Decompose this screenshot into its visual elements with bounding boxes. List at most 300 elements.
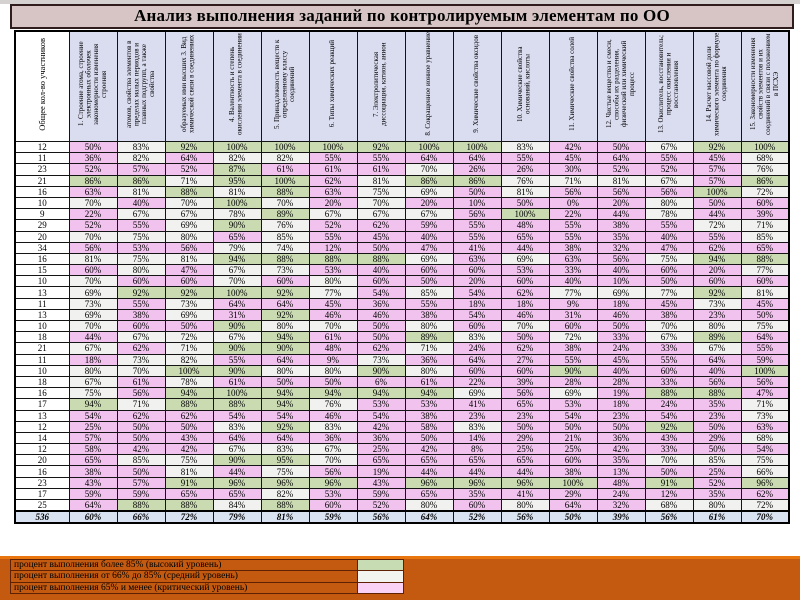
value-cell: 44% — [597, 209, 645, 220]
table-row — [15, 421, 789, 432]
value-cell: 66% — [741, 466, 789, 477]
column-header-label: 9. Химические свойства оксидов — [472, 35, 481, 133]
value-cell: 91% — [165, 477, 213, 488]
value-cell: 43% — [165, 432, 213, 443]
value-cell: 50% — [165, 421, 213, 432]
column-header-2 — [117, 31, 165, 142]
value-cell: 50% — [117, 421, 165, 432]
value-cell: 22% — [453, 376, 501, 387]
value-cell: 64% — [261, 354, 309, 365]
value-cell: 62% — [741, 488, 789, 499]
column-header-label: 8. Сокращенное ионное уравнение — [424, 32, 433, 136]
table-row — [15, 153, 789, 164]
value-cell: 88% — [693, 388, 741, 399]
value-cell: 67% — [213, 265, 261, 276]
value-cell: 64% — [213, 298, 261, 309]
value-cell: 38% — [549, 242, 597, 253]
value-cell: 75% — [741, 321, 789, 332]
value-cell: 90% — [213, 321, 261, 332]
value-cell: 70% — [261, 197, 309, 208]
value-cell: 36% — [357, 298, 405, 309]
value-cell: 35% — [597, 455, 645, 466]
value-cell: 60% — [453, 365, 501, 376]
participants-cell: 17 — [15, 488, 69, 499]
value-cell: 36% — [309, 432, 357, 443]
value-cell: 71% — [165, 343, 213, 354]
total-value-cell: 66% — [117, 511, 165, 523]
value-cell: 19% — [597, 388, 645, 399]
value-cell: 83% — [309, 421, 357, 432]
total-value-cell: 60% — [69, 511, 117, 523]
value-cell: 54% — [357, 287, 405, 298]
value-cell: 60% — [453, 321, 501, 332]
table-row — [15, 466, 789, 477]
value-cell: 46% — [597, 309, 645, 320]
value-cell: 40% — [693, 365, 741, 376]
value-cell: 10% — [597, 276, 645, 287]
value-cell: 65% — [405, 488, 453, 499]
value-cell: 63% — [69, 186, 117, 197]
column-header-3 — [165, 31, 213, 142]
value-cell: 90% — [213, 220, 261, 231]
value-cell: 70% — [309, 321, 357, 332]
column-header-11 — [549, 31, 597, 142]
value-cell: 95% — [213, 175, 261, 186]
total-value-cell: 72% — [165, 511, 213, 523]
value-cell: 62% — [117, 410, 165, 421]
value-cell: 91% — [645, 477, 693, 488]
value-cell: 52% — [165, 164, 213, 175]
value-cell: 42% — [357, 421, 405, 432]
value-cell: 54% — [453, 287, 501, 298]
value-cell: 0% — [549, 197, 597, 208]
value-cell: 50% — [357, 242, 405, 253]
column-header-10 — [501, 31, 549, 142]
value-cell: 47% — [165, 265, 213, 276]
value-cell: 31% — [213, 309, 261, 320]
value-cell: 42% — [405, 444, 453, 455]
value-cell: 72% — [693, 220, 741, 231]
value-cell: 83% — [261, 444, 309, 455]
value-cell: 86% — [453, 175, 501, 186]
value-cell: 67% — [69, 343, 117, 354]
value-cell: 60% — [357, 276, 405, 287]
participants-cell: 18 — [15, 376, 69, 387]
total-value-cell: 56% — [357, 511, 405, 523]
value-cell: 75% — [357, 186, 405, 197]
value-cell: 92% — [357, 142, 405, 153]
table-row — [15, 287, 789, 298]
participants-cell: 10 — [15, 365, 69, 376]
value-cell: 70% — [117, 365, 165, 376]
value-cell: 55% — [645, 153, 693, 164]
value-cell: 80% — [693, 321, 741, 332]
value-cell: 52% — [309, 220, 357, 231]
value-cell: 24% — [645, 399, 693, 410]
value-cell: 96% — [309, 477, 357, 488]
value-cell: 67% — [309, 444, 357, 455]
table-row — [15, 343, 789, 354]
value-cell: 92% — [261, 309, 309, 320]
value-cell: 70% — [645, 321, 693, 332]
table-row — [15, 488, 789, 499]
value-cell: 73% — [357, 354, 405, 365]
value-cell: 65% — [405, 455, 453, 466]
value-cell: 50% — [261, 376, 309, 387]
table-row — [15, 298, 789, 309]
value-cell: 92% — [261, 421, 309, 432]
value-cell: 62% — [165, 410, 213, 421]
value-cell: 55% — [453, 231, 501, 242]
value-cell: 26% — [453, 164, 501, 175]
table-row — [15, 186, 789, 197]
value-cell: 71% — [165, 175, 213, 186]
value-cell: 53% — [501, 265, 549, 276]
value-cell: 32% — [597, 500, 645, 512]
legend-swatch-high — [357, 560, 403, 570]
value-cell: 94% — [69, 399, 117, 410]
value-cell: 43% — [357, 477, 405, 488]
value-cell: 62% — [357, 343, 405, 354]
value-cell: 40% — [597, 265, 645, 276]
value-cell: 55% — [549, 231, 597, 242]
value-cell: 64% — [213, 432, 261, 443]
total-value-cell: 56% — [501, 511, 549, 523]
value-cell: 64% — [693, 354, 741, 365]
value-cell: 73% — [741, 410, 789, 421]
value-cell: 31% — [549, 309, 597, 320]
value-cell: 56% — [693, 376, 741, 387]
table-row — [15, 231, 789, 242]
value-cell: 6% — [357, 376, 405, 387]
value-cell: 22% — [69, 209, 117, 220]
value-cell: 89% — [693, 332, 741, 343]
value-cell: 81% — [357, 175, 405, 186]
total-value-cell: 81% — [261, 511, 309, 523]
value-cell: 40% — [117, 197, 165, 208]
value-cell: 36% — [405, 354, 453, 365]
column-header-label: 4. Валентность и степень окисления элемента в соединении — [228, 33, 244, 135]
value-cell: 54% — [645, 410, 693, 421]
value-cell: 65% — [69, 455, 117, 466]
bottom-band — [0, 556, 800, 600]
value-cell: 32% — [597, 242, 645, 253]
value-cell: 53% — [549, 399, 597, 410]
participants-cell: 20 — [15, 231, 69, 242]
value-cell: 68% — [645, 500, 693, 512]
value-cell: 100% — [453, 142, 501, 153]
value-cell: 92% — [165, 142, 213, 153]
value-cell: 29% — [549, 488, 597, 499]
value-cell: 50% — [597, 142, 645, 153]
value-cell: 90% — [213, 455, 261, 466]
value-cell: 80% — [117, 265, 165, 276]
value-cell: 95% — [261, 455, 309, 466]
value-cell: 87% — [213, 164, 261, 175]
value-cell: 35% — [453, 488, 501, 499]
value-cell: 50% — [693, 197, 741, 208]
value-cell: 80% — [309, 365, 357, 376]
value-cell: 50% — [117, 432, 165, 443]
value-cell: 69% — [597, 287, 645, 298]
value-cell: 71% — [549, 175, 597, 186]
value-cell: 64% — [261, 432, 309, 443]
value-cell: 35% — [693, 488, 741, 499]
value-cell: 54% — [213, 410, 261, 421]
table-row — [15, 354, 789, 365]
value-cell: 20% — [453, 276, 501, 287]
value-cell: 90% — [213, 365, 261, 376]
value-cell: 68% — [741, 153, 789, 164]
value-cell: 76% — [501, 175, 549, 186]
value-cell: 50% — [357, 321, 405, 332]
value-cell: 55% — [117, 298, 165, 309]
value-cell: 82% — [261, 488, 309, 499]
value-cell: 47% — [645, 242, 693, 253]
value-cell: 54% — [357, 410, 405, 421]
value-cell: 88% — [261, 253, 309, 264]
value-cell: 50% — [645, 276, 693, 287]
value-cell: 12% — [645, 488, 693, 499]
value-cell: 70% — [213, 276, 261, 287]
value-cell: 60% — [117, 276, 165, 287]
value-cell: 100% — [261, 175, 309, 186]
value-cell: 62% — [357, 220, 405, 231]
total-row — [15, 511, 789, 523]
value-cell: 33% — [645, 444, 693, 455]
value-cell: 50% — [69, 142, 117, 153]
value-cell: 57% — [117, 164, 165, 175]
value-cell: 90% — [549, 365, 597, 376]
value-cell: 92% — [645, 421, 693, 432]
value-cell: 56% — [549, 186, 597, 197]
value-cell: 80% — [405, 321, 453, 332]
participants-cell: 23 — [15, 477, 69, 488]
value-cell: 50% — [693, 421, 741, 432]
value-cell: 63% — [453, 253, 501, 264]
value-cell: 60% — [117, 321, 165, 332]
value-cell: 78% — [645, 209, 693, 220]
value-cell: 96% — [213, 477, 261, 488]
value-cell: 41% — [453, 242, 501, 253]
value-cell: 80% — [501, 500, 549, 512]
value-cell: 88% — [261, 186, 309, 197]
participants-cell: 10 — [15, 197, 69, 208]
value-cell: 81% — [69, 253, 117, 264]
value-cell: 55% — [213, 354, 261, 365]
value-cell: 60% — [261, 276, 309, 287]
value-cell: 72% — [549, 332, 597, 343]
value-cell: 70% — [69, 321, 117, 332]
value-cell: 25% — [693, 466, 741, 477]
value-cell: 44% — [501, 242, 549, 253]
value-cell: 71% — [405, 343, 453, 354]
value-cell: 94% — [213, 253, 261, 264]
column-header-5 — [261, 31, 309, 142]
value-cell: 57% — [69, 432, 117, 443]
value-cell: 50% — [741, 309, 789, 320]
participants-cell: 10 — [15, 276, 69, 287]
value-cell: 9% — [309, 354, 357, 365]
value-cell: 73% — [693, 298, 741, 309]
value-cell: 60% — [501, 276, 549, 287]
value-cell: 100% — [741, 365, 789, 376]
value-cell: 61% — [213, 376, 261, 387]
value-cell: 70% — [69, 197, 117, 208]
value-cell: 80% — [165, 231, 213, 242]
value-cell: 18% — [69, 354, 117, 365]
table-row — [15, 175, 789, 186]
value-cell: 86% — [405, 175, 453, 186]
value-cell: 90% — [357, 365, 405, 376]
value-cell: 100% — [165, 365, 213, 376]
value-cell: 40% — [645, 231, 693, 242]
value-cell: 65% — [357, 455, 405, 466]
column-header-label: 11. Химические свойства солей — [568, 37, 577, 131]
value-cell: 67% — [117, 209, 165, 220]
value-cell: 83% — [501, 142, 549, 153]
value-cell: 24% — [597, 343, 645, 354]
value-cell: 52% — [357, 500, 405, 512]
value-cell: 18% — [501, 298, 549, 309]
value-cell: 50% — [501, 332, 549, 343]
value-cell: 30% — [549, 164, 597, 175]
value-cell: 65% — [213, 231, 261, 242]
value-cell: 29% — [501, 432, 549, 443]
table-row — [15, 209, 789, 220]
value-cell: 9% — [549, 298, 597, 309]
value-cell: 55% — [501, 153, 549, 164]
legend-swatch-medium — [357, 571, 403, 581]
value-cell: 61% — [357, 164, 405, 175]
table-row — [15, 332, 789, 343]
column-header-4 — [213, 31, 261, 142]
column-header-9 — [453, 31, 501, 142]
value-cell: 65% — [213, 488, 261, 499]
column-header-label: образуемых ими высших 3. Вид химической связи в соединениях — [180, 34, 196, 134]
value-cell: 67% — [645, 332, 693, 343]
value-cell: 94% — [405, 388, 453, 399]
participants-cell: 23 — [15, 164, 69, 175]
value-cell: 22% — [549, 209, 597, 220]
legend-label: процент выполнения более 85% (высокий уровень) — [14, 560, 222, 570]
total-value-cell: 50% — [549, 511, 597, 523]
value-cell: 100% — [693, 186, 741, 197]
value-cell: 92% — [165, 287, 213, 298]
value-cell: 12% — [309, 242, 357, 253]
value-cell: 62% — [309, 175, 357, 186]
column-header-label: 15. Закономерности изменения свойств элементов и их соединений в связи с положением в ПСХЭ — [748, 33, 780, 135]
value-cell: 86% — [117, 175, 165, 186]
participants-cell: 21 — [15, 175, 69, 186]
value-cell: 38% — [69, 466, 117, 477]
value-cell: 70% — [165, 197, 213, 208]
value-cell: 70% — [501, 321, 549, 332]
table-row — [15, 365, 789, 376]
value-cell: 71% — [741, 399, 789, 410]
value-cell: 85% — [741, 231, 789, 242]
value-cell: 64% — [261, 298, 309, 309]
value-cell: 47% — [405, 242, 453, 253]
value-cell: 100% — [213, 142, 261, 153]
value-cell: 81% — [165, 466, 213, 477]
value-cell: 100% — [405, 142, 453, 153]
value-cell: 23% — [693, 309, 741, 320]
value-cell: 88% — [357, 253, 405, 264]
value-cell: 60% — [645, 265, 693, 276]
value-cell: 80% — [261, 321, 309, 332]
value-cell: 50% — [501, 197, 549, 208]
value-cell: 76% — [309, 399, 357, 410]
value-cell: 57% — [693, 175, 741, 186]
value-cell: 36% — [69, 153, 117, 164]
value-cell: 24% — [453, 343, 501, 354]
value-cell: 58% — [405, 421, 453, 432]
value-cell: 67% — [69, 376, 117, 387]
value-cell: 96% — [405, 477, 453, 488]
value-cell: 73% — [117, 354, 165, 365]
value-cell: 55% — [741, 343, 789, 354]
value-cell: 73% — [261, 265, 309, 276]
value-cell: 60% — [309, 500, 357, 512]
value-cell: 94% — [357, 388, 405, 399]
participants-cell: 25 — [15, 500, 69, 512]
value-cell: 82% — [261, 153, 309, 164]
value-cell: 73% — [69, 298, 117, 309]
value-cell: 69% — [165, 220, 213, 231]
value-cell: 86% — [741, 175, 789, 186]
value-cell: 44% — [693, 209, 741, 220]
value-cell: 39% — [501, 376, 549, 387]
value-cell: 60% — [645, 365, 693, 376]
value-cell: 8% — [453, 444, 501, 455]
value-cell: 67% — [693, 343, 741, 354]
value-cell: 53% — [357, 399, 405, 410]
value-cell: 75% — [741, 455, 789, 466]
value-cell: 52% — [693, 477, 741, 488]
participants-column-header — [15, 31, 69, 142]
value-cell: 72% — [741, 500, 789, 512]
value-cell: 50% — [693, 444, 741, 455]
value-cell: 64% — [405, 153, 453, 164]
value-cell: 29% — [693, 432, 741, 443]
value-cell: 44% — [405, 466, 453, 477]
value-cell: 61% — [405, 376, 453, 387]
value-cell: 64% — [597, 153, 645, 164]
value-cell: 79% — [213, 242, 261, 253]
value-cell: 81% — [213, 186, 261, 197]
value-cell: 53% — [117, 242, 165, 253]
value-cell: 69% — [405, 186, 453, 197]
value-cell: 56% — [645, 186, 693, 197]
value-cell: 80% — [693, 500, 741, 512]
value-cell: 50% — [117, 466, 165, 477]
value-cell: 94% — [693, 253, 741, 264]
column-header-label: 13. Окислитель, восстановитель; процесс окисления и восстановления — [656, 35, 680, 133]
value-cell: 39% — [741, 209, 789, 220]
value-cell: 25% — [357, 444, 405, 455]
value-cell: 46% — [357, 309, 405, 320]
value-cell: 64% — [453, 153, 501, 164]
value-cell: 64% — [549, 500, 597, 512]
column-header-label: 6. Типы химических реакций — [328, 40, 337, 128]
value-cell: 90% — [261, 343, 309, 354]
value-cell: 81% — [597, 175, 645, 186]
value-cell: 60% — [549, 455, 597, 466]
value-cell: 50% — [597, 321, 645, 332]
value-cell: 69% — [405, 253, 453, 264]
table-row — [15, 388, 789, 399]
